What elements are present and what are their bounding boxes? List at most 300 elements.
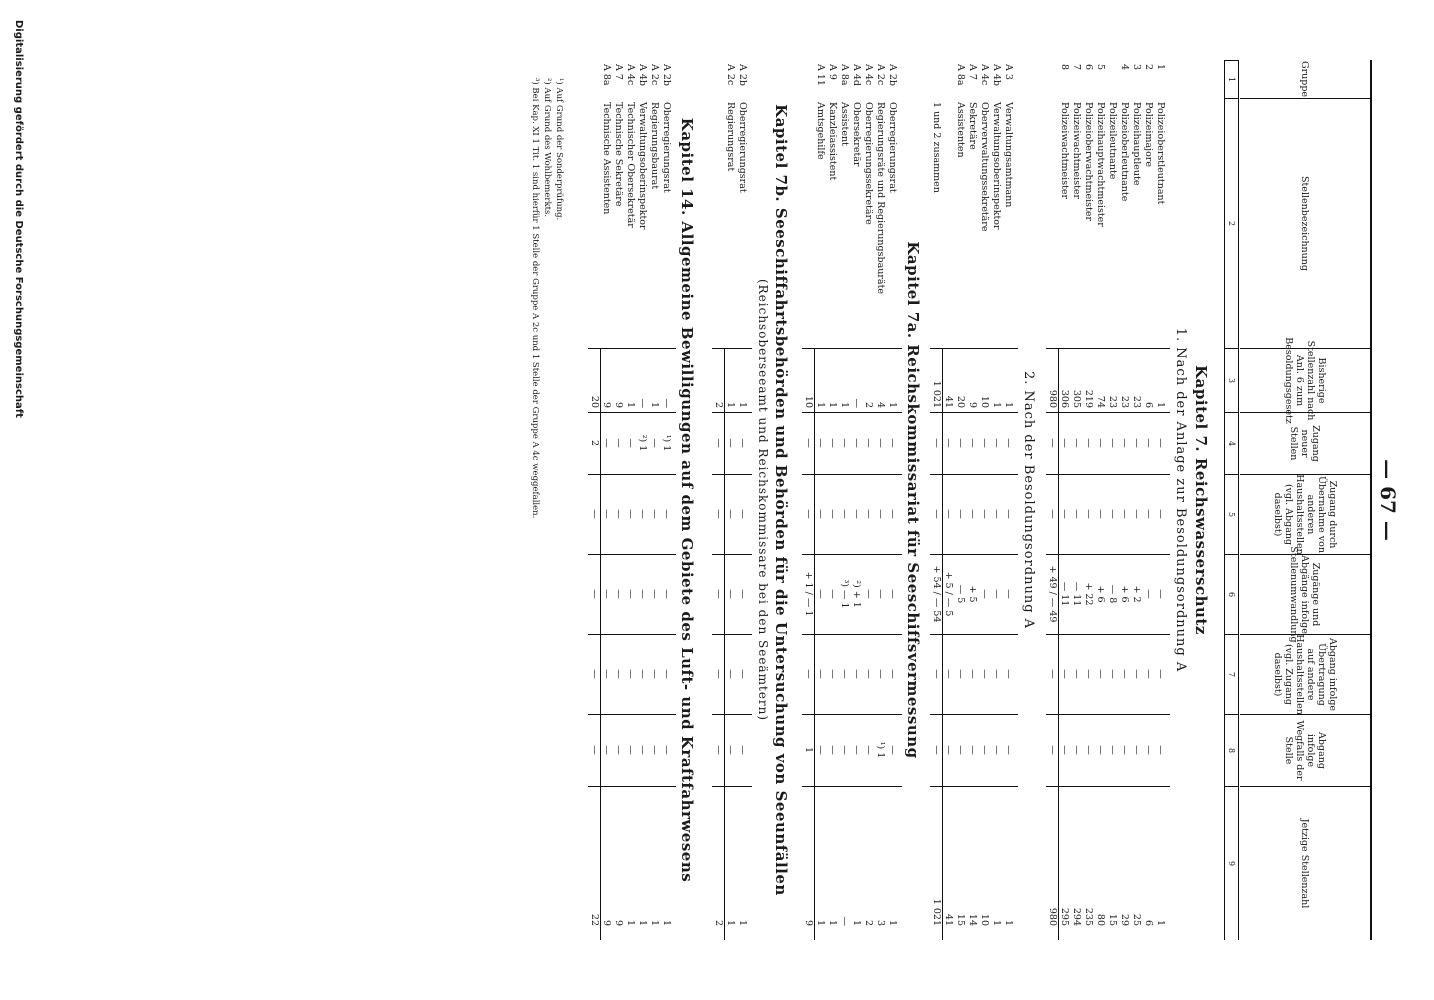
cell-6: —	[979, 589, 990, 599]
cell-5: —	[725, 509, 736, 519]
header-num-2: 2	[1225, 98, 1239, 348]
table-row	[637, 60, 648, 940]
table-row	[1095, 60, 1106, 940]
sum-rule	[600, 348, 601, 940]
cell-8: —	[851, 745, 862, 755]
cell-1: A 7	[613, 64, 624, 80]
cell-5: —	[589, 509, 600, 519]
digitization-credit: Digitalisierung gefördert durch die Deutsche Forschungsgemeinschaft	[13, 20, 24, 418]
cell-7: —	[991, 669, 1002, 679]
table-row	[803, 60, 814, 940]
header-col-8: Abgang infolge Wegfalls der Stelle	[1240, 714, 1370, 786]
header-num-5: 5	[1225, 474, 1239, 554]
column-rule	[712, 474, 752, 475]
cell-5: —	[1131, 509, 1142, 519]
cell-4: —	[955, 438, 966, 448]
cell-5: —	[661, 509, 672, 519]
cell-7: —	[1155, 669, 1166, 679]
cell-3: —	[637, 398, 648, 408]
cell-1: A 4c	[979, 64, 990, 86]
cell-1: A 11	[815, 64, 826, 86]
table-row	[875, 60, 886, 940]
cell-6: —	[601, 589, 612, 599]
sum-rule	[814, 348, 815, 940]
cell-1: 8	[1059, 64, 1070, 71]
cell-7: —	[589, 669, 600, 679]
cell-4: —	[851, 438, 862, 448]
cell-7: —	[649, 669, 660, 679]
cell-7: —	[1059, 669, 1070, 679]
chapter-14-title: Kapitel 14. Allgemeine Bewilligungen auf dem Gebiete des Luft- und Kraftfahrwesens	[678, 117, 696, 883]
cell-9: 980	[1047, 907, 1058, 926]
cell-1: 4	[1119, 64, 1130, 71]
cell-3: 1	[1155, 401, 1166, 408]
cell-4: —	[1119, 438, 1130, 448]
cell-7: —	[803, 669, 814, 679]
cell-9: 1	[827, 919, 838, 926]
cell-6: — 11	[1071, 581, 1082, 607]
cell-2: Assistenten	[955, 102, 966, 158]
cell-5: —	[931, 509, 942, 519]
cell-4: —	[967, 438, 978, 448]
cell-4: ²) 1	[637, 434, 648, 452]
cell-3: 2	[863, 401, 874, 408]
cell-9: 10	[979, 913, 990, 926]
cell-8: —	[713, 745, 724, 755]
column-rule	[1046, 634, 1170, 635]
cell-9: 2	[863, 919, 874, 926]
cell-9: 80	[1095, 913, 1106, 926]
column-rule	[588, 554, 676, 555]
cell-2: Oberregierungsrat	[737, 102, 748, 193]
column-rule	[930, 348, 1018, 349]
header-col-1: Gruppe	[1299, 60, 1311, 98]
cell-4: —	[1107, 438, 1118, 448]
cell-8: —	[1155, 745, 1166, 755]
cell-6: —	[1003, 589, 1014, 599]
cell-1: 5	[1095, 64, 1106, 71]
page-number: — 67 —	[1376, 459, 1400, 541]
cell-8: —	[1143, 745, 1154, 755]
table-row	[931, 60, 942, 940]
cell-5: —	[955, 509, 966, 519]
cell-8: —	[661, 745, 672, 755]
cell-8: —	[955, 745, 966, 755]
cell-2: Sekretäre	[967, 102, 978, 150]
cell-1: A 9	[827, 64, 838, 80]
table-row	[991, 60, 1002, 940]
cell-2: Verwaltungsamtmann	[1003, 102, 1014, 208]
cell-5: —	[625, 509, 636, 519]
cell-5: —	[875, 509, 886, 519]
cell-6: + 2	[1131, 585, 1142, 603]
cell-7: —	[967, 669, 978, 679]
cell-1: 3	[1131, 64, 1142, 71]
column-rule	[1046, 786, 1170, 787]
column-rule	[802, 474, 902, 475]
cell-6: —	[661, 589, 672, 599]
cell-1: A 8a	[601, 64, 612, 86]
cell-8: —	[979, 745, 990, 755]
cell-9: 294	[1071, 907, 1082, 926]
cell-2: Polizeioberstleutnant	[1155, 102, 1166, 205]
cell-4: —	[863, 438, 874, 448]
cell-4: —	[601, 438, 612, 448]
cell-3: 306	[1059, 389, 1070, 408]
table-row	[1131, 60, 1142, 940]
cell-2: Regierungsräte und Regierungsbauräte	[875, 102, 886, 295]
cell-5: —	[1155, 509, 1166, 519]
table-chapter-7a	[802, 60, 898, 940]
cell-9: 2	[713, 919, 724, 926]
cell-1: A 4b	[991, 64, 1002, 87]
cell-8: —	[601, 745, 612, 755]
table-row	[601, 60, 612, 940]
cell-7: —	[943, 669, 954, 679]
cell-4: —	[713, 438, 724, 448]
cell-3: 1	[839, 401, 850, 408]
cell-8: —	[613, 745, 624, 755]
header-col-2: Stellenbezeichnung	[1240, 98, 1370, 348]
chapter-7b-title: Kapitel 7b. Seeschiffahrtsbehörden und Behörden für die Untersuchung von Seeunfällen	[772, 104, 790, 896]
cell-1: A 2c	[725, 64, 736, 86]
cell-3: 9	[967, 401, 978, 408]
column-rule	[802, 786, 902, 787]
cell-3: 1	[815, 401, 826, 408]
column-rule	[1046, 554, 1170, 555]
cell-7: —	[931, 669, 942, 679]
cell-4: —	[725, 438, 736, 448]
column-rule	[930, 786, 1018, 787]
cell-8: ¹) 1	[875, 741, 886, 759]
table-row	[955, 60, 966, 940]
cell-6: —	[863, 589, 874, 599]
cell-9: 1	[815, 919, 826, 926]
cell-7: —	[1131, 669, 1142, 679]
header-col-9: Jetzige Stellenzahl	[1240, 786, 1370, 940]
cell-9: 1	[851, 919, 862, 926]
cell-8: —	[1071, 745, 1082, 755]
column-rule	[712, 634, 752, 635]
table-row	[967, 60, 978, 940]
cell-4: —	[1155, 438, 1166, 448]
cell-6: —	[737, 589, 748, 599]
cell-6: + 22	[1083, 582, 1094, 606]
cell-1: A 4c	[625, 64, 636, 86]
cell-3: 23	[1107, 395, 1118, 408]
table-row	[1003, 60, 1014, 940]
column-rule	[588, 412, 676, 413]
header-num-6: 6	[1225, 554, 1239, 634]
column-rule	[712, 348, 752, 349]
cell-1: A 2c	[875, 64, 886, 86]
cell-6: + 54 / — 54	[931, 565, 942, 623]
cell-1: A 3	[1003, 64, 1014, 80]
cell-7: —	[1083, 669, 1094, 679]
cell-4: —	[991, 438, 1002, 448]
cell-9: —	[839, 916, 850, 926]
cell-2: Polizeihauptleute	[1131, 102, 1142, 186]
table-row	[625, 60, 636, 940]
cell-5: —	[851, 509, 862, 519]
cell-3: 2	[713, 401, 724, 408]
chapter-7-subtitle-2: 2. Nach der Besoldungsordnung A	[1021, 370, 1036, 630]
cell-8: —	[887, 745, 898, 755]
cell-3: 4	[875, 401, 886, 408]
cell-8: —	[1107, 745, 1118, 755]
table-row	[661, 60, 672, 940]
cell-9: 1	[637, 919, 648, 926]
cell-7: —	[725, 669, 736, 679]
cell-8: —	[943, 745, 954, 755]
cell-8: —	[1003, 745, 1014, 755]
cell-6: —	[815, 589, 826, 599]
table-row	[851, 60, 862, 940]
cell-8: —	[863, 745, 874, 755]
cell-8: —	[1083, 745, 1094, 755]
table-row	[589, 60, 600, 940]
cell-3: 219	[1083, 389, 1094, 408]
cell-3: 9	[613, 401, 624, 408]
cell-4: —	[737, 438, 748, 448]
header-num-3: 3	[1225, 348, 1239, 412]
cell-6: —	[1155, 589, 1166, 599]
table-row	[863, 60, 874, 940]
cell-6: —	[637, 589, 648, 599]
cell-4: —	[979, 438, 990, 448]
cell-2: 1 und 2 zusammen	[931, 102, 942, 193]
table-row	[649, 60, 660, 940]
header-col-3: Bisherige Stellenzahl nach Anl. 6 zum Besoldungsgesetz	[1240, 348, 1370, 412]
cell-4: —	[1047, 438, 1058, 448]
table-chapter-7b	[708, 60, 748, 940]
cell-6: —	[875, 589, 886, 599]
column-rule	[588, 474, 676, 475]
cell-6: —	[991, 589, 1002, 599]
cell-7: —	[1047, 669, 1058, 679]
header-col-6: Zugänge und Abgänge infolge Stellenumwandlung	[1240, 554, 1370, 634]
cell-7: —	[737, 669, 748, 679]
column-rule	[930, 554, 1018, 555]
cell-2: Polizeiwachtmeister	[1071, 102, 1082, 200]
cell-3: 1 021	[931, 380, 942, 408]
cell-7: —	[1119, 669, 1130, 679]
cell-5: —	[979, 509, 990, 519]
cell-7: —	[1095, 669, 1106, 679]
table-row	[737, 60, 748, 940]
cell-5: —	[1047, 509, 1058, 519]
cell-7: —	[661, 669, 672, 679]
cell-8: —	[1047, 745, 1058, 755]
cell-2: Polizeiwachtmeister	[1059, 102, 1070, 200]
cell-3: 1	[649, 401, 660, 408]
table-row	[1143, 60, 1154, 940]
cell-6: —	[725, 589, 736, 599]
cell-2: Technische Sekretäre	[613, 102, 624, 207]
cell-6: —	[1143, 589, 1154, 599]
table-row	[1071, 60, 1082, 940]
cell-4: —	[1131, 438, 1142, 448]
table-row	[979, 60, 990, 940]
table-chapter-7-part-1	[1046, 60, 1166, 940]
cell-7: —	[713, 669, 724, 679]
cell-5: —	[1003, 509, 1014, 519]
cell-1: 6	[1083, 64, 1094, 71]
column-rule	[930, 714, 1018, 715]
sum-rule	[724, 348, 725, 940]
cell-6: + 5	[967, 585, 978, 603]
cell-8: 1	[803, 746, 814, 754]
cell-1: A 2b	[661, 64, 672, 87]
cell-5: —	[863, 509, 874, 519]
cell-4: —	[1095, 438, 1106, 448]
cell-4: —	[803, 438, 814, 448]
cell-9: 1	[661, 919, 672, 926]
cell-5: —	[1095, 509, 1106, 519]
cell-9: 14	[967, 913, 978, 926]
cell-7: —	[955, 669, 966, 679]
cell-7: —	[851, 669, 862, 679]
cell-5: —	[803, 509, 814, 519]
cell-2: Oberregierungssekretäre	[863, 102, 874, 225]
cell-9: 1	[1003, 919, 1014, 926]
cell-3: 23	[1131, 395, 1142, 408]
cell-3: 1	[827, 401, 838, 408]
cell-9: 1	[1155, 919, 1166, 926]
footnote-1: ¹) Auf Grund der Sonderprüfung.	[554, 78, 564, 221]
cell-4: —	[1003, 438, 1014, 448]
cell-6: + 5 / — 5	[943, 571, 954, 617]
table-row	[1059, 60, 1070, 940]
header-num-7: 7	[1225, 634, 1239, 714]
table-row	[1047, 60, 1058, 940]
cell-9: 41	[943, 913, 954, 926]
cell-4: —	[1083, 438, 1094, 448]
cell-8: —	[589, 745, 600, 755]
table-chapter-7-part-2	[930, 60, 1014, 940]
cell-7: —	[1071, 669, 1082, 679]
cell-6: — 5	[955, 584, 966, 604]
table-header	[1224, 60, 1372, 940]
cell-3: 10	[803, 395, 814, 408]
cell-3: 1	[725, 401, 736, 408]
cell-8: —	[815, 745, 826, 755]
column-rule	[1046, 474, 1170, 475]
cell-9: 22	[589, 913, 600, 926]
cell-2: Polizeioberleutnante	[1119, 102, 1130, 202]
cell-9: 29	[1119, 913, 1130, 926]
cell-7: —	[875, 669, 886, 679]
cell-2: Technischer Obersekretär	[625, 102, 636, 228]
column-rule	[802, 412, 902, 413]
cell-4: —	[827, 438, 838, 448]
table-chapter-14	[588, 60, 672, 940]
cell-7: —	[887, 669, 898, 679]
cell-8: —	[991, 745, 1002, 755]
header-col-7: Abgang infolge Übertragung auf andere Haushaltsstellen (vgl. Zugang daselbst)	[1240, 634, 1370, 714]
column-rule	[712, 714, 752, 715]
cell-4: —	[931, 438, 942, 448]
cell-7: —	[613, 669, 624, 679]
table-row	[1107, 60, 1118, 940]
column-rule	[802, 554, 902, 555]
table-row	[827, 60, 838, 940]
cell-3: 41	[943, 395, 954, 408]
cell-3: 6	[1143, 401, 1154, 408]
cell-8: —	[737, 745, 748, 755]
cell-3: 1	[991, 401, 1002, 408]
column-rule	[712, 412, 752, 413]
cell-9: 1	[991, 919, 1002, 926]
header-num-9: 9	[1225, 786, 1239, 940]
cell-1: A 2b	[737, 64, 748, 87]
cell-6: — 8	[1107, 584, 1118, 604]
cell-5: —	[613, 509, 624, 519]
chapter-7a-title: Kapitel 7a. Reichskommissariat für Seeschiffsvermessung	[904, 241, 922, 759]
cell-1: A 7	[967, 64, 978, 80]
cell-7: —	[625, 669, 636, 679]
cell-7: —	[1003, 669, 1014, 679]
cell-3: 9	[601, 401, 612, 408]
cell-3: 20	[589, 395, 600, 408]
cell-3: —	[851, 398, 862, 408]
cell-8: —	[1059, 745, 1070, 755]
cell-8: —	[649, 745, 660, 755]
cell-3: —	[661, 398, 672, 408]
column-rule	[712, 554, 752, 555]
cell-4: 2	[589, 439, 600, 447]
cell-5: —	[967, 509, 978, 519]
cell-8: —	[1095, 745, 1106, 755]
sum-rule	[1058, 348, 1059, 940]
cell-9: 1	[737, 919, 748, 926]
cell-9: 9	[601, 919, 612, 926]
cell-6: —	[649, 589, 660, 599]
cell-2: Regierungsbaurat	[649, 102, 660, 190]
chapter-7-subtitle-1: 1. Nach der Anlage zur Besoldungsordnung A	[1173, 327, 1188, 673]
cell-3: 1	[737, 401, 748, 408]
cell-5: —	[839, 509, 850, 519]
cell-7: —	[979, 669, 990, 679]
cell-4: —	[1071, 438, 1082, 448]
cell-6: —	[827, 589, 838, 599]
cell-9: 1 021	[931, 898, 942, 926]
cell-1: A 4b	[637, 64, 648, 87]
cell-6: ²) + 1	[851, 580, 862, 608]
cell-2: Polizeimajore	[1143, 102, 1154, 167]
table-row	[839, 60, 850, 940]
cell-6: —	[887, 589, 898, 599]
cell-9: 1	[625, 919, 636, 926]
table-row	[887, 60, 898, 940]
cell-2: Oberregierungsrat	[661, 102, 672, 193]
cell-4: —	[1143, 438, 1154, 448]
cell-3: 305	[1071, 389, 1082, 408]
cell-1: A 8a	[839, 64, 850, 86]
cell-9: 6	[1143, 919, 1154, 926]
cell-2: Polizeioberwachtmeister	[1083, 102, 1094, 222]
header-col-4: Zugang neuer Stellen	[1240, 412, 1370, 474]
cell-5: —	[1143, 509, 1154, 519]
cell-5: —	[713, 509, 724, 519]
cell-2: Oberregierungsrat	[887, 102, 898, 193]
header-num-8: 8	[1225, 714, 1239, 786]
cell-6: —	[625, 589, 636, 599]
cell-7: —	[827, 669, 838, 679]
cell-3: 23	[1119, 395, 1130, 408]
cell-3: 1	[1003, 401, 1014, 408]
cell-6: ³) — 1	[839, 579, 850, 609]
